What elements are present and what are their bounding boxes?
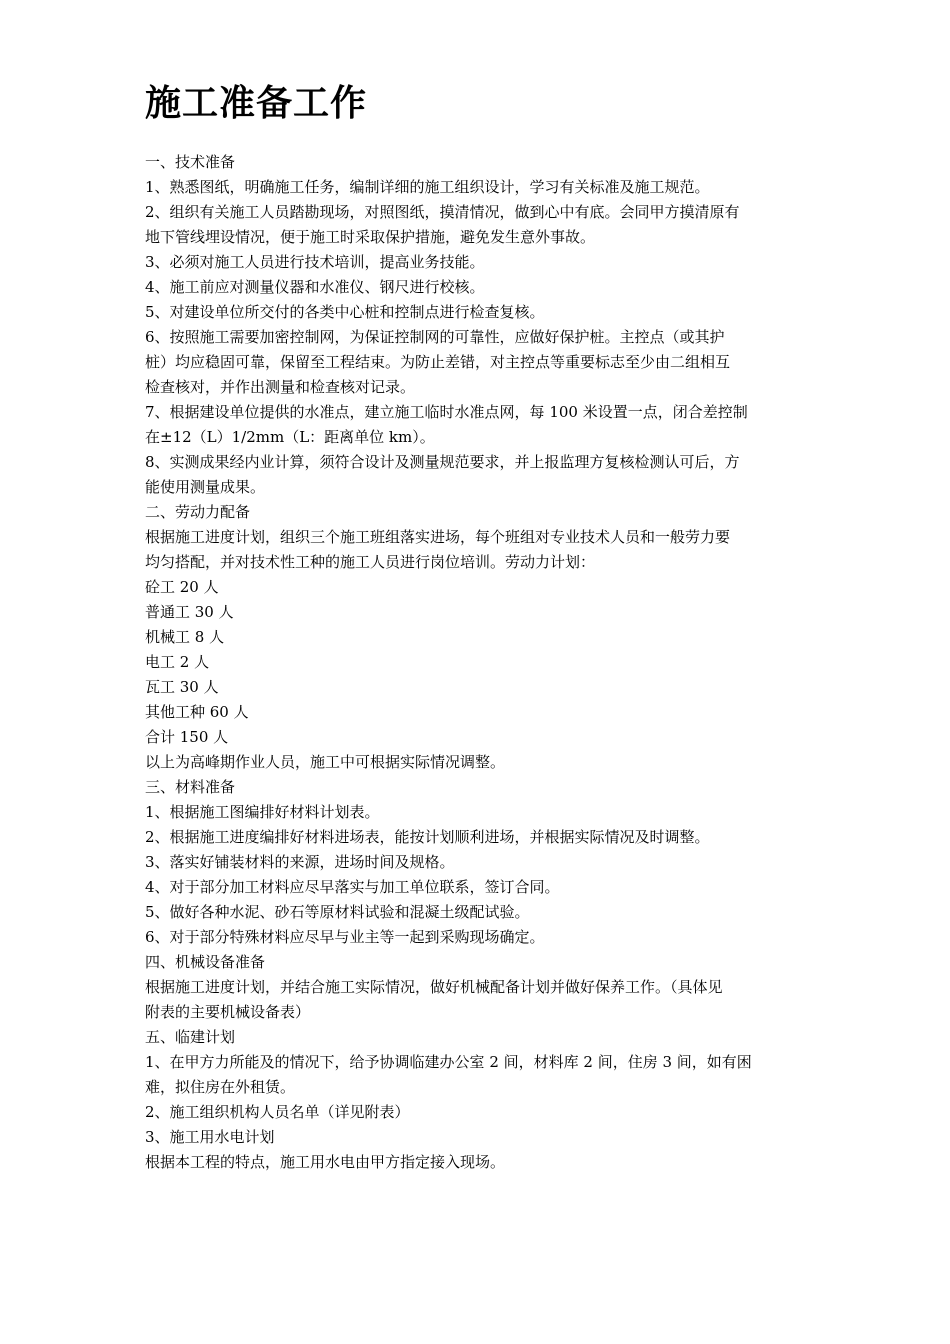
text-line: 地下管线埋设情况，便于施工时采取保护措施，避免发生意外事故。 — [145, 228, 596, 246]
text-line: 2、根据施工进度编排好材料进场表，能按计划顺利进场，并根据实际情况及时调整。 — [145, 828, 710, 846]
text-line: 1、根据施工图编排好材料计划表。 — [145, 803, 380, 821]
text-line: 7、根据建设单位提供的水准点，建立施工临时水准点网，每 100 米设置一点，闭合差控制 — [145, 403, 748, 421]
text-line: 1、在甲方力所能及的情况下，给予协调临建办公室 2 间，材料库 2 间，住房 3 间，如有困 — [145, 1053, 752, 1071]
text-line: 5、对建设单位所交付的各类中心桩和控制点进行检查复核。 — [145, 303, 545, 321]
text-line: 其他工种 60 人 — [145, 703, 249, 721]
text-line: 五、临建计划 — [145, 1028, 236, 1046]
text-line: 3、施工用水电计划 — [145, 1128, 275, 1146]
text-line: 附表的主要机械设备表） — [145, 1003, 311, 1021]
text-line: 砼工 20 人 — [145, 578, 219, 596]
text-line: 1、熟悉图纸，明确施工任务，编制详细的施工组织设计，学习有关标准及施工规范。 — [145, 178, 710, 196]
text-line: 机械工 8 人 — [145, 628, 225, 646]
text-line: 2、施工组织机构人员名单（详见附表） — [145, 1103, 410, 1121]
text-line: 6、按照施工需要加密控制网，为保证控制网的可靠性，应做好保护桩。主控点（或其护 — [145, 328, 725, 346]
text-line: 3、落实好铺装材料的来源，进场时间及规格。 — [145, 853, 455, 871]
document-page — [145, 78, 810, 1175]
text-line: 合计 150 人 — [145, 728, 229, 746]
text-line: 瓦工 30 人 — [145, 678, 219, 696]
text-line: 以上为高峰期作业人员，施工中可根据实际情况调整。 — [145, 753, 506, 771]
text-line: 普通工 30 人 — [145, 603, 234, 621]
text-line: 根据施工进度计划，组织三个施工班组落实进场，每个班组对专业技术人员和一般劳力要 — [145, 528, 731, 546]
text-line: 8、实测成果经内业计算，须符合设计及测量规范要求，并上报监理方复核检测认可后，方 — [145, 453, 740, 471]
text-line: 5、做好各种水泥、砂石等原材料试验和混凝土级配试验。 — [145, 903, 530, 921]
text-line: 能使用测量成果。 — [145, 478, 266, 496]
text-line: 3、必须对施工人员进行技术培训，提高业务技能。 — [145, 253, 485, 271]
document-body — [145, 150, 810, 1175]
text-line: 6、对于部分特殊材料应尽早与业主等一起到采购现场确定。 — [145, 928, 545, 946]
text-line: 桩）均应稳固可靠，保留至工程结束。为防止差错，对主控点等重要标志至少由二组相互 — [145, 353, 731, 371]
text-line: 电工 2 人 — [145, 653, 210, 671]
text-line: 一、技术准备 — [145, 153, 236, 171]
text-line: 在±12（L）1/2mm（L：距离单位 km）。 — [145, 428, 435, 446]
text-line: 三、材料准备 — [145, 778, 236, 796]
text-line: 根据本工程的特点，施工用水电由甲方指定接入现场。 — [145, 1153, 506, 1171]
text-line: 难，拟住房在外租赁。 — [145, 1078, 296, 1096]
text-line: 检查核对，并作出测量和检查核对记录。 — [145, 378, 416, 396]
text-line: 2、组织有关施工人员踏勘现场，对照图纸，摸清情况，做到心中有底。会同甲方摸清原有 — [145, 203, 740, 221]
text-line: 均匀搭配，并对技术性工种的施工人员进行岗位培训。劳动力计划： — [145, 553, 596, 571]
document-title: 施工准备工作 — [145, 82, 368, 124]
text-line: 根据施工进度计划，并结合施工实际情况，做好机械配备计划并做好保养工作。（具体见 — [145, 978, 723, 996]
text-line: 4、对于部分加工材料应尽早落实与加工单位联系，签订合同。 — [145, 878, 560, 896]
text-line: 四、机械设备准备 — [145, 953, 266, 971]
text-line: 二、劳动力配备 — [145, 503, 251, 521]
text-line: 4、施工前应对测量仪器和水准仪、钢尺进行校核。 — [145, 278, 485, 296]
